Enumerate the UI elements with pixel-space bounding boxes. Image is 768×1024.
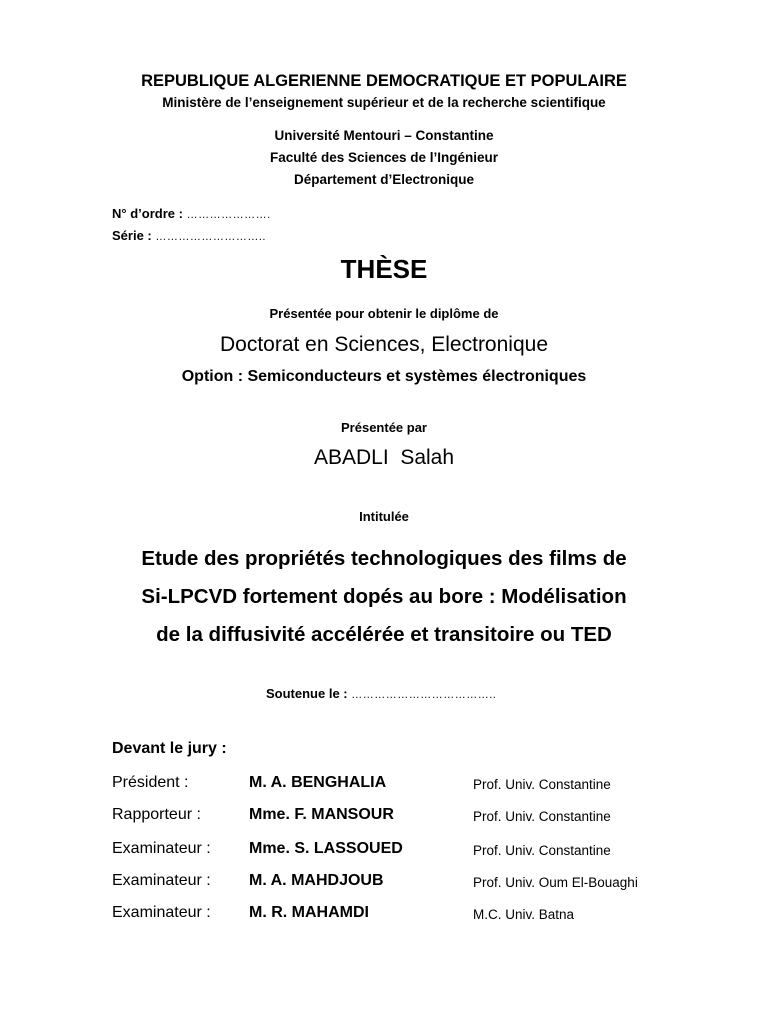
order-number-value: …………………. [186,209,271,221]
order-number-row [112,206,271,221]
jury-role: Rapporteur : [112,806,201,823]
jury-name: M. R. MAHAMDI [249,904,369,921]
jury-role: Président : [112,774,189,791]
thesis-title [0,540,768,654]
serie-value: ……………………….. [155,231,266,243]
jury-affiliation: Prof. Univ. Constantine [473,843,611,858]
jury-member-row [0,840,768,866]
author-name: ABADLI Salah [313,446,455,469]
defense-date-value: ……………………………….. [351,689,497,701]
jury-member-row [0,774,768,800]
jury-member-row [0,806,768,832]
jury-affiliation: Prof. Univ. Constantine [473,777,611,792]
jury-affiliation: Prof. Univ. Constantine [473,809,611,824]
defense-date-label: Soutenue le : [266,686,348,701]
jury-affiliation: Prof. Univ. Oum El-Bouaghi [473,875,638,890]
presented-for-line: Présentée pour obtenir le diplôme de [269,306,499,321]
degree-title: Doctorat en Sciences, Electronique [219,333,548,356]
thesis-title-line: de la diffusivité accélérée et transitoire ou TED [156,623,612,646]
university-line: Université Mentouri – Constantine [274,128,494,143]
jury-name: M. A. MAHDJOUB [249,872,384,889]
jury-name: Mme. S. LASSOUED [249,840,403,857]
thesis-title-line: Si-LPCVD fortement dopés au bore : Modélisation [141,585,627,608]
faculty-line: Faculté des Sciences de l’Ingénieur [269,150,499,165]
jury-role: Examinateur : [112,872,211,889]
jury-name: Mme. F. MANSOUR [249,806,394,823]
jury-name: M. A. BENGHALIA [249,774,387,791]
jury-heading: Devant le jury : [112,740,227,757]
department-line: Département d’Electronique [293,172,475,187]
jury-member-row [0,904,768,930]
serie-label: Série : [112,228,152,243]
ministry-line: Ministère de l’enseignement supérieur et de la recherche scientifique [162,95,606,110]
republic-heading: REPUBLIQUE ALGERIENNE DEMOCRATIQUE ET POPULAIRE [141,72,627,90]
presented-by-line: Présentée par [341,420,427,435]
order-number-label: N° d’ordre : [112,206,183,221]
jury-role: Examinateur : [112,904,211,921]
jury-role: Examinateur : [112,840,211,857]
jury-affiliation: M.C. Univ. Batna [473,907,575,922]
jury-member-row [0,872,768,898]
defense-date-row [266,686,496,701]
intitulee-line: Intitulée [359,509,409,524]
option-line: Option : Semiconducteurs et systèmes électroniques [181,368,587,385]
document-type-title: THÈSE [340,254,428,284]
thesis-title-line: Etude des propriétés technologiques des films de [141,547,627,570]
serie-row [112,228,266,243]
